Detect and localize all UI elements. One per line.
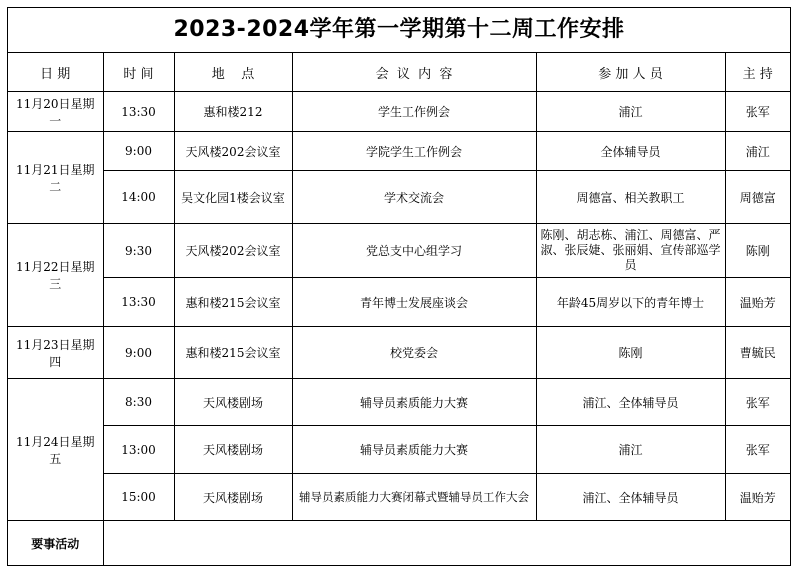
time-cell: 9:30 <box>103 224 174 278</box>
table-row <box>8 92 790 132</box>
key-events-value <box>103 521 790 567</box>
host-cell: 温贻芳 <box>725 278 790 327</box>
date-cell: 11月23日星期四 <box>8 327 103 379</box>
table-row <box>8 171 790 224</box>
people-cell: 全体辅导员 <box>536 132 725 171</box>
content-cell: 学生工作例会 <box>292 92 536 132</box>
host-cell: 陈刚 <box>725 224 790 278</box>
host-cell: 张军 <box>725 92 790 132</box>
time-cell: 13:30 <box>103 278 174 327</box>
content-cell: 学院学生工作例会 <box>292 132 536 171</box>
header-date: 日 期 <box>8 53 103 92</box>
place-cell: 惠和楼215会议室 <box>174 327 292 379</box>
host-cell: 张军 <box>725 379 790 426</box>
time-cell: 15:00 <box>103 474 174 521</box>
date-cell: 11月20日星期一 <box>8 92 103 132</box>
place-cell: 天风楼202会议室 <box>174 132 292 171</box>
footer-row <box>8 521 790 567</box>
header-row <box>8 53 790 92</box>
table-row <box>8 224 790 278</box>
time-cell: 13:30 <box>103 92 174 132</box>
key-events-label: 要事活动 <box>8 521 103 567</box>
header-host: 主 持 <box>725 53 790 92</box>
date-cell: 11月21日星期二 <box>8 132 103 224</box>
time-cell: 9:00 <box>103 327 174 379</box>
host-cell: 周德富 <box>725 171 790 224</box>
page-title: 2023-2024学年第一学期第十二周工作安排 <box>8 8 790 53</box>
people-cell: 浦江、全体辅导员 <box>536 474 725 521</box>
date-cell: 11月24日星期五 <box>8 379 103 521</box>
content-cell: 学术交流会 <box>292 171 536 224</box>
place-cell: 天风楼202会议室 <box>174 224 292 278</box>
content-cell: 辅导员素质能力大赛 <box>292 426 536 474</box>
place-cell: 惠和楼215会议室 <box>174 278 292 327</box>
content-cell: 青年博士发展座谈会 <box>292 278 536 327</box>
table-row <box>8 379 790 426</box>
table-row <box>8 132 790 171</box>
place-cell: 天风楼剧场 <box>174 379 292 426</box>
host-cell: 曹毓民 <box>725 327 790 379</box>
people-cell: 浦江、全体辅导员 <box>536 379 725 426</box>
time-cell: 14:00 <box>103 171 174 224</box>
people-cell: 浦江 <box>536 92 725 132</box>
people-cell: 陈刚、胡志栋、浦江、周德富、严淑、张辰婕、张丽娟、宣传部巡学员 <box>536 224 725 278</box>
header-people: 参 加 人 员 <box>536 53 725 92</box>
host-cell: 张军 <box>725 426 790 474</box>
time-cell: 9:00 <box>103 132 174 171</box>
place-cell: 天风楼剧场 <box>174 474 292 521</box>
schedule-table <box>8 53 790 566</box>
content-cell: 校党委会 <box>292 327 536 379</box>
content-cell: 党总支中心组学习 <box>292 224 536 278</box>
place-cell: 惠和楼212 <box>174 92 292 132</box>
people-cell: 周德富、相关教职工 <box>536 171 725 224</box>
header-place: 地 点 <box>174 53 292 92</box>
people-cell: 陈刚 <box>536 327 725 379</box>
header-content: 会 议 内 容 <box>292 53 536 92</box>
date-cell: 11月22日星期三 <box>8 224 103 327</box>
content-cell: 辅导员素质能力大赛 <box>292 379 536 426</box>
place-cell: 天风楼剧场 <box>174 426 292 474</box>
table-row <box>8 426 790 474</box>
header-time: 时 间 <box>103 53 174 92</box>
place-cell: 吴文化园1楼会议室 <box>174 171 292 224</box>
time-cell: 8:30 <box>103 379 174 426</box>
people-cell: 浦江 <box>536 426 725 474</box>
host-cell: 浦江 <box>725 132 790 171</box>
table-row <box>8 327 790 379</box>
people-cell: 年龄45周岁以下的青年博士 <box>536 278 725 327</box>
schedule-sheet <box>7 7 791 566</box>
time-cell: 13:00 <box>103 426 174 474</box>
table-row <box>8 474 790 521</box>
table-row <box>8 278 790 327</box>
content-cell: 辅导员素质能力大赛闭幕式暨辅导员工作大会 <box>292 474 536 521</box>
host-cell: 温贻芳 <box>725 474 790 521</box>
